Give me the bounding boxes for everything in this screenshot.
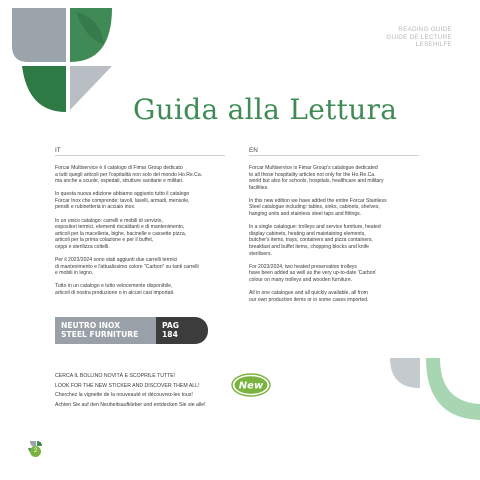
new-sticker-notes: [55, 372, 206, 411]
it-paragraph: Forcar Multiservice è il catalogo di Fimar Group dedicato a tutti quegli articoli per l'ospitalità non solo del mondo Ho.Re.Ca. ma anche a scuole, ospedali, strutture sanitarie e militari.: [55, 165, 203, 185]
it-paragraph: In questa nuova edizione abbiamo aggiunto tutto il catalogo Forcar Inox che comprende: tavoli, lavelli, armadi, mensole, pensili e rubinetteria in acciaio inox.: [55, 191, 190, 211]
en-paragraph: In this new edition we have added the entire Forcar Stainless Steel catalogue including: tables, sinks, cabinets, shelves, hanging units and stainless steel taps and fittings.: [249, 197, 387, 218]
it-paragraph: Tutto in un catalogo e tutto velocemente disponibile, articoli di nostra produzione o in alcuni casi importati.: [55, 283, 175, 296]
dark-green-leaf-shape: [22, 66, 66, 112]
guide-line-de: LESEHILFE: [415, 41, 452, 49]
note-line-it: CERCA IL BOLLINO NOVITÀ E SCOPRILE TUTTE!: [55, 373, 176, 379]
guide-line-fr: GUIDE DE LECTURE: [386, 33, 452, 41]
reading-guide-label: [386, 26, 452, 49]
banner-pag-number: 184: [162, 329, 178, 339]
note-line-fr: Cherchez la vignette de la nouveauté et découvrez-les tous!: [55, 392, 193, 399]
banner-pag-label: PAG: [162, 321, 179, 330]
grey-leaf-shape: [12, 8, 66, 62]
grey-corner-shape: [390, 358, 420, 388]
banner-line-1: NEUTRO INOX: [61, 321, 121, 330]
note-line-en: LOOK FOR THE NEW STICKER AND DISCOVER THEM ALL!: [55, 382, 200, 389]
note-line-de: Achten Sie auf den Neuheitsaufkleber und entdecken Sie sie alle!: [55, 402, 206, 409]
english-column: [249, 147, 449, 310]
en-paragraph: For 2023/2024, two heated preservation trolleys have been added as well as the very up-to-date 'Carbon' colour on many trolleys and wooden furniture.: [249, 263, 377, 283]
banner-page-ref: [156, 317, 208, 344]
banner-section-name: [55, 317, 156, 344]
banner-line-2: STEEL FURNITURE: [61, 329, 139, 339]
decorative-corner-graphic: [390, 356, 480, 421]
section-banner: [55, 317, 208, 344]
page-number: 2: [30, 446, 41, 457]
language-label-it: IT: [55, 147, 225, 156]
new-sticker-icon: [231, 373, 271, 397]
en-paragraph: In a single catalogue: trolleys and service furniture, heated display cabinets, heating and maintaining elements, butcher's items, trays, containers and pizza containers, breakfast and buffet items, chopping blocks and knife sterilisers.: [249, 224, 381, 257]
language-label-en: EN: [249, 147, 419, 156]
page-title: Guida alla Lettura: [133, 93, 398, 126]
en-paragraph: Forcar Multiservice is Fimar Group's catalogue dedicated to all those hospitality articles not only for the Ho.Re.Ca. world but also for schools, hospitals, healthcare and military facilities.: [249, 165, 384, 191]
new-badge-text: New: [238, 380, 264, 392]
grey-triangle-shape: [70, 66, 112, 110]
en-paragraph: All in one catalogue and all quickly available, all from our own production items or in some cases imported.: [249, 289, 369, 303]
italian-column: [55, 147, 255, 303]
guide-line-en: READING GUIDE: [398, 26, 452, 33]
it-paragraph: In un unico catalogo: carrelli e mobili di servizio, espositori termici, elementi riscaldanti e di mantenimento, articoli per la macelleria, bighe, bacinelle e cassette pizza, articoli per la prima colazione e per il buffet, ceppi e sterilizza coltelli.: [55, 217, 187, 250]
it-paragraph: Per il 2023/2024 sono stati aggiunti due carrelli termici di mantenimento e l'attualissimo colore "Carbon" su tanti carrelli e mobili in legno.: [55, 257, 199, 277]
